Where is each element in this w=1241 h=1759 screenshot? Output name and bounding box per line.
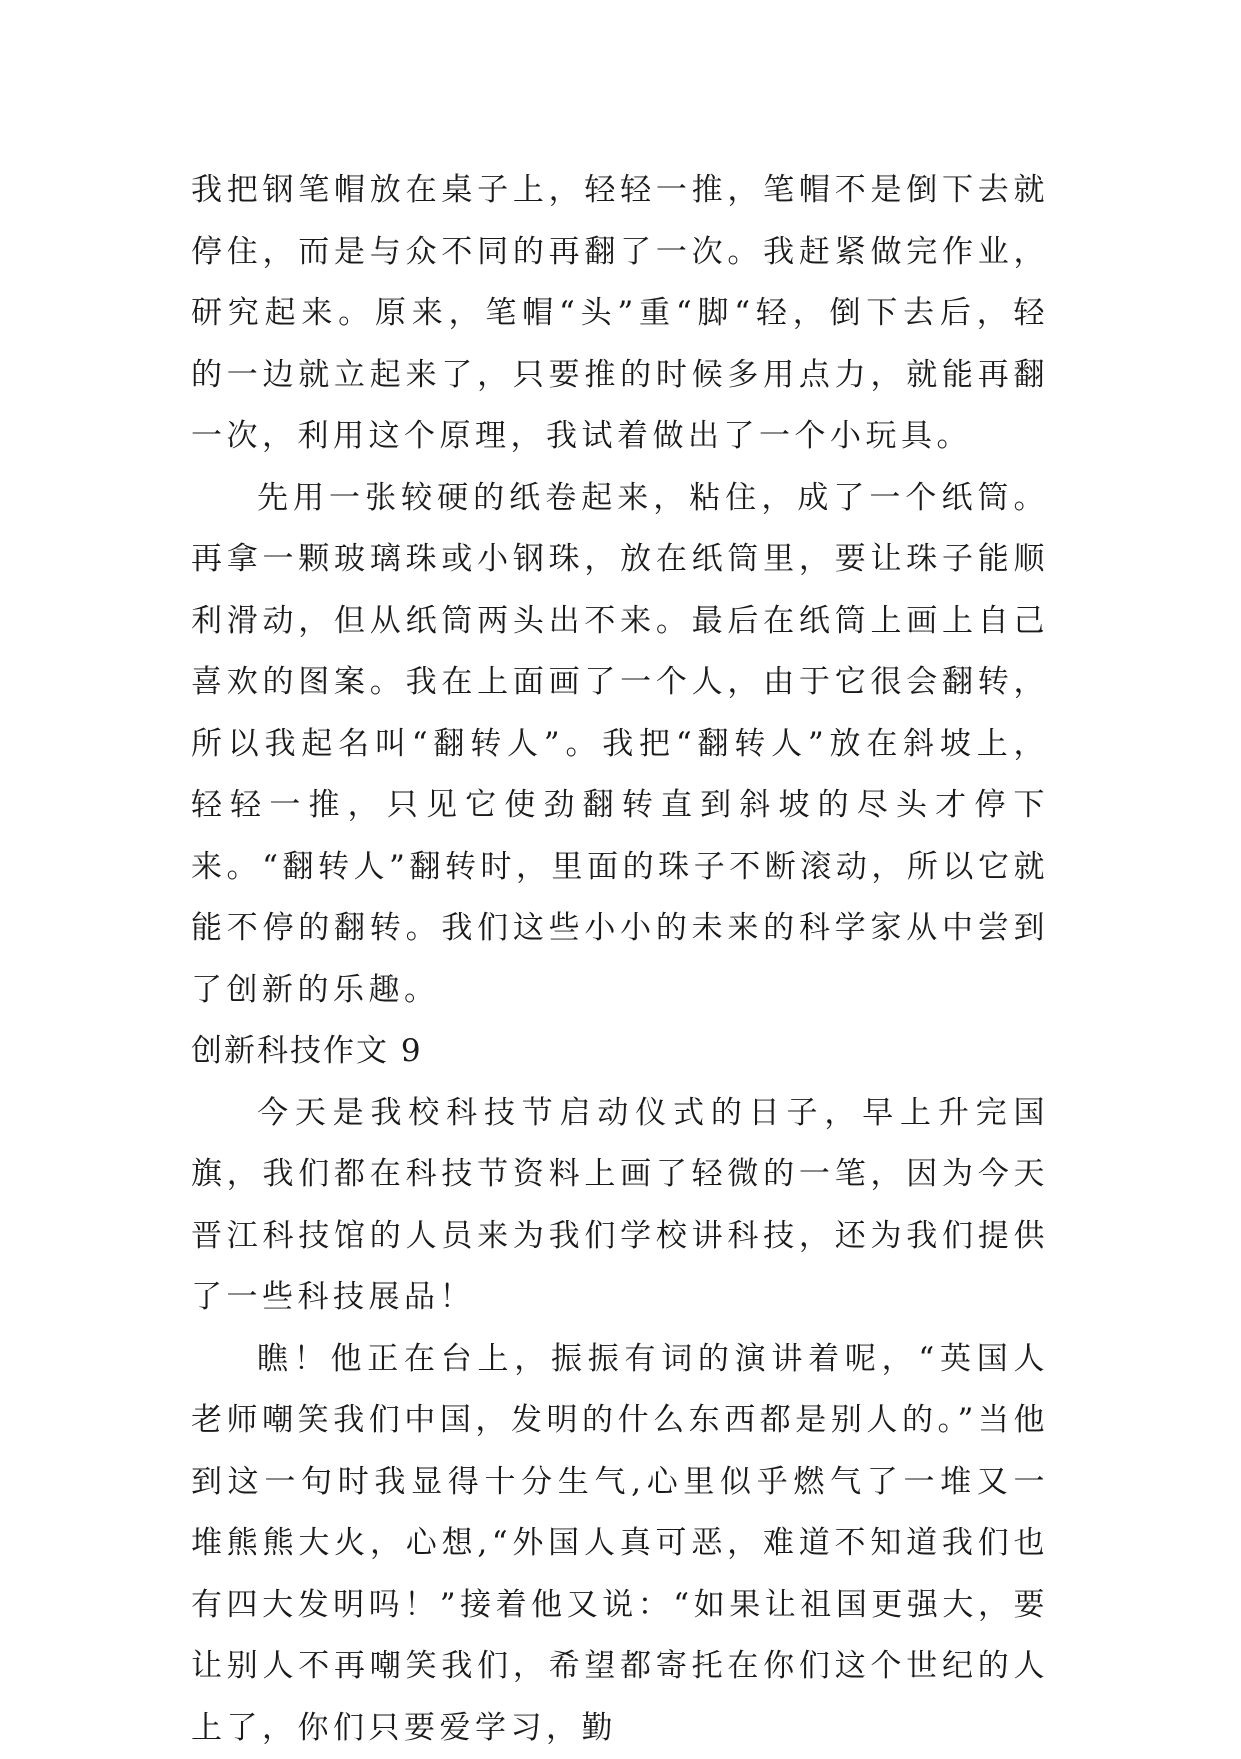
paragraph-pen-cap: 我把钢笔帽放在桌子上，轻轻一推，笔帽不是倒下去就停住，而是与众不同的再翻了一次。我赶紧做完作业，研究起来。原来，笔帽“头”重“脚“轻，倒下去后，轻的一边就立起来了，只要推的时候多用点力，就能再翻一次，利用这个原理，我试着做出了一个小玩具。	[191, 160, 1049, 468]
section-heading: 创新科技作文 9	[191, 1021, 1049, 1083]
document-body	[191, 160, 1049, 1759]
paragraph-flip-toy: 先用一张较硬的纸卷起来，粘住，成了一个纸筒。再拿一颗玻璃珠或小钢珠，放在纸筒里，要让珠子能顺利滑动，但从纸筒两头出不来。最后在纸筒上画上自己喜欢的图案。我在上面画了一个人，由于它很会翻转，所以我起名叫“翻转人”。我把“翻转人”放在斜坡上，轻轻一推，只见它使劲翻转直到斜坡的尽头才停下来。“翻转人”翻转时，里面的珠子不断滚动，所以它就能不停的翻转。我们这些小小的未来的科学家从中尝到了创新的乐趣。	[191, 468, 1049, 1022]
paragraph-science-festival: 今天是我校科技节启动仪式的日子，早上升完国旗，我们都在科技节资料上画了轻微的一笔，因为今天晋江科技馆的人员来为我们学校讲科技，还为我们提供了一些科技展品！	[191, 1083, 1049, 1329]
paragraph-speech: 瞧！他正在台上，振振有词的演讲着呢，“英国人老师嘲笑我们中国，发明的什么东西都是别人的。”当他到这一句时我显得十分生气,心里似乎燃气了一堆又一堆熊熊大火，心想,“外国人真可恶，难道不知道我们也有四大发明吗！”接着他又说：“如果让祖国更强大，要让别人不再嘲笑我们，希望都寄托在你们这个世纪的人上了，你们只要爱学习，勤	[191, 1329, 1049, 1759]
